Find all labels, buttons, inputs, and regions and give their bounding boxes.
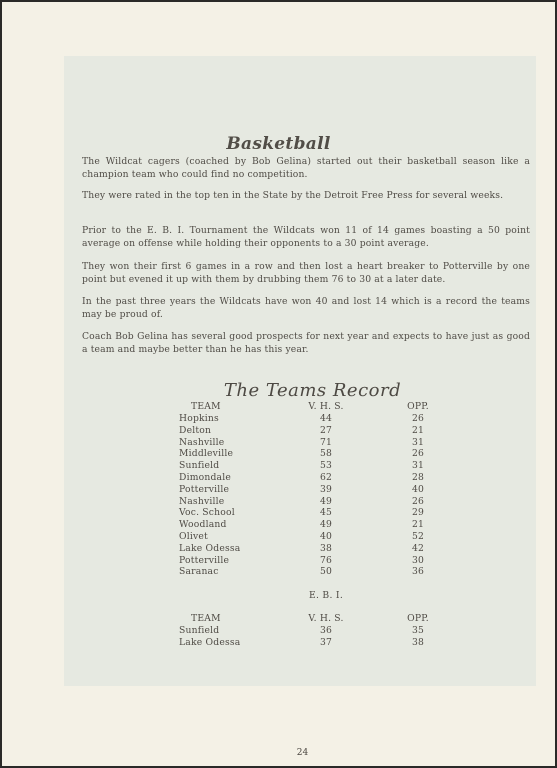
opp-score-cell: 30 [411,554,425,566]
vhs-score-cell: 53 [319,460,333,472]
team-cell: Middleville [179,448,234,460]
vhs-score-cell: 45 [319,507,333,519]
opp-score-cell: 40 [411,483,425,495]
opp-score-cell: 38 [411,636,425,648]
team-cell: Nashville [179,436,225,448]
paragraph-5: In the past three years the Wildcats have won 40 and lost 14 which is a record the teams may be proud of. [82,296,530,321]
page-number: 24 [296,748,309,758]
vhs-score-cell: 40 [319,531,333,542]
header-team: TEAM [191,401,221,412]
vhs-score-cell: 27 [319,424,333,436]
ebi-header-vhs: V. H. S. [308,613,344,624]
record-title: The Teams Record [223,380,402,401]
team-cell: Dimondale [179,472,231,483]
opp-score-cell: 29 [411,507,425,519]
team-cell: Lake Odessa [179,542,241,554]
team-cell: Delton [179,424,212,436]
team-cell: Sunfield [179,625,220,636]
opp-score-cell: 31 [411,436,425,448]
opp-score-cell: 21 [411,424,425,436]
opp-score-cell: 35 [411,625,425,636]
vhs-score-cell: 50 [319,566,333,578]
team-cell: Potterville [179,554,230,566]
paragraph-2: They were rated in the top ten in the State by the Detroit Free Press for several weeks. [82,190,504,201]
paragraph-6: Coach Bob Gelina has several good prospects for next year and expects to have just as good a team and maybe better than he has this year. [82,331,530,356]
ebi-title: E. B. I. [308,590,344,601]
paragraph-4: They won their first 6 games in a row and then lost a heart breaker to Potterville by one point but evened it up with them by drubbing them 76 to 30 at a later date. [82,261,530,286]
article-title: Basketball [226,134,331,154]
team-cell: Voc. School [179,507,235,519]
opp-score-cell: 26 [411,413,425,424]
opp-score-cell: 36 [411,566,425,578]
header-vhs: V. H. S. [308,401,344,412]
opp-score-cell: 26 [411,448,425,460]
header-opp: OPP. [407,401,429,412]
vhs-score-cell: 49 [319,519,333,531]
vhs-score-cell: 36 [319,625,333,636]
vhs-score-cell: 76 [319,554,333,566]
opp-score-cell: 26 [411,495,425,507]
vhs-score-cell: 44 [319,413,333,424]
team-cell: Olivet [179,531,208,542]
team-cell: Woodland [179,519,227,531]
team-cell: Nashville [179,495,225,507]
opp-score-cell: 31 [411,460,425,472]
opp-score-cell: 52 [411,531,425,542]
paragraph-3: Prior to the E. B. I. Tournament the Wildcats won 11 of 14 games boasting a 50 point average on offense while holding their opponents to a 30 point average. [82,225,530,250]
team-cell: Saranac [179,566,219,578]
team-cell: Sunfield [179,460,220,472]
ebi-header-team: TEAM [191,613,221,624]
vhs-score-cell: 62 [319,472,333,483]
opp-score-cell: 42 [411,542,425,554]
opp-score-cell: 28 [411,472,425,483]
opp-score-cell: 21 [411,519,425,531]
vhs-score-cell: 58 [319,448,333,460]
paragraph-1: The Wildcat cagers (coached by Bob Gelina) started out their basketball season like a champion team who could find no competition. [82,156,530,181]
vhs-score-cell: 49 [319,495,333,507]
vhs-score-cell: 71 [319,436,333,448]
ebi-header-opp: OPP. [407,613,429,624]
vhs-score-cell: 37 [319,636,333,648]
team-cell: Hopkins [179,413,219,424]
vhs-score-cell: 38 [319,542,333,554]
team-cell: Lake Odessa [179,636,241,648]
vhs-score-cell: 39 [319,483,333,495]
team-cell: Potterville [179,483,230,495]
